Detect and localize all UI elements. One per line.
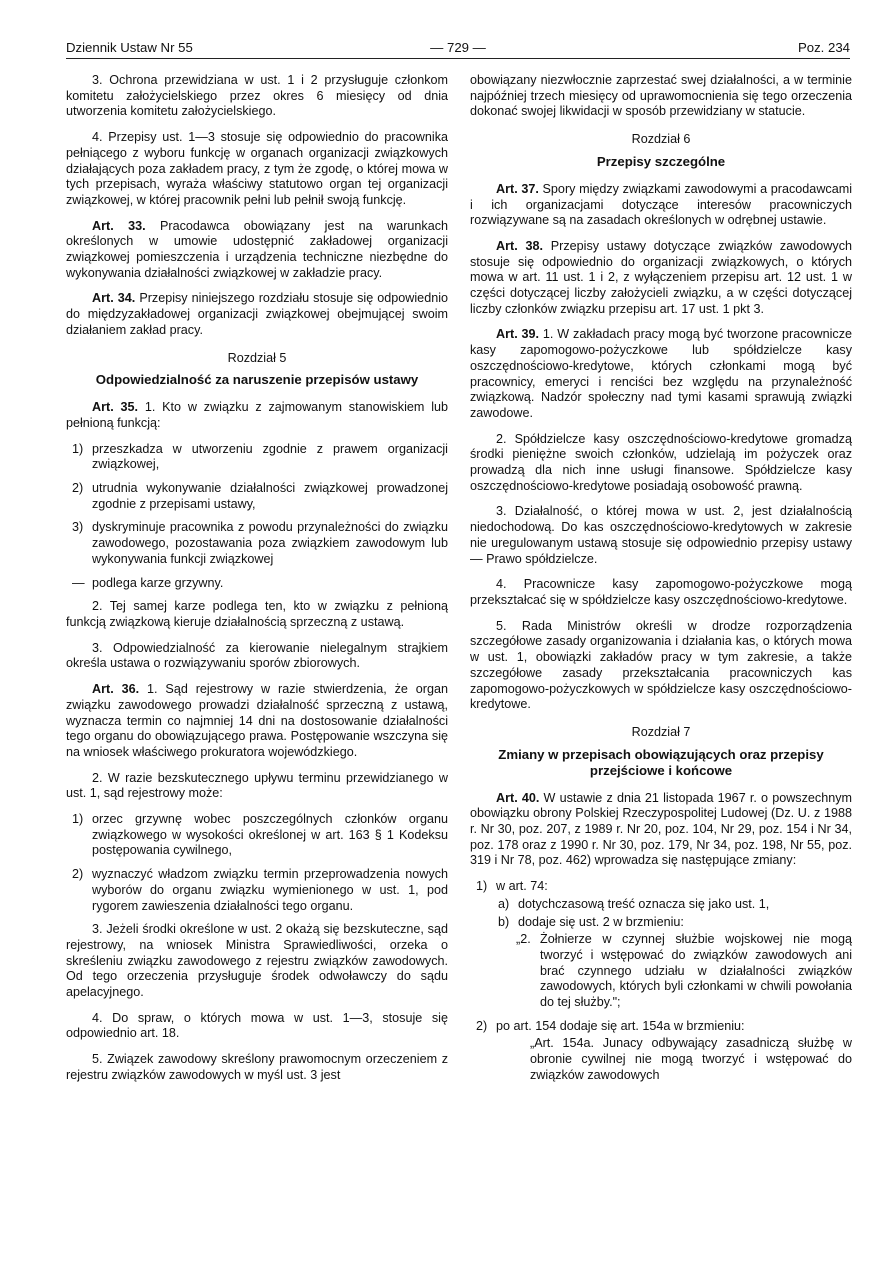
list-item: [66, 812, 448, 859]
paragraph: 5. Związek zawodowy skreślony prawomocnym orzeczeniem z rejestru związków zawodowych w myśl ust. 3 jest: [66, 1052, 448, 1082]
list-text: utrudnia wykonywanie działalności związkowej prowadzonej zgodnie z przepisami ustawy,: [92, 481, 448, 511]
paragraph: 3. Działalność, o której mowa w ust. 2, jest działalnością niedochodową. Do kas oszczędnościowo-kredytowych w zakresie nie uregulowanym ustawą stosuje się odpowiednio przepisy ustawy — Prawo spółdzielcze.: [470, 504, 852, 566]
article-text: 1. Kto w związku z zajmowanym stanowiskiem lub pełnioną funkcją:: [66, 400, 449, 430]
quote-text: Żołnierze w czynnej służbie wojskowej nie mogą tworzyć i wstępować do związków zawodowych ani brać czynnego udziału w działalności związków zawodowych, których byli członkami w chwili powołania do tej służby.";: [540, 932, 852, 1010]
list-text: podlega karze grzywny.: [92, 575, 224, 590]
list-item: [66, 442, 448, 473]
list-text: po art. 154 dodaje się art. 154a w brzmieniu:: [496, 1018, 745, 1033]
article-label: Art. 38.: [496, 238, 543, 253]
list-number: a): [498, 896, 510, 911]
quote-number: „2.: [516, 932, 531, 947]
article-label: Art. 39.: [496, 327, 540, 342]
paragraph: 3. Odpowiedzialność za kierowanie nielegalnym strajkiem określa ustawa o rozwiązywaniu sporów zbiorowych.: [66, 640, 448, 671]
article-text: 1. W zakładach pracy mogą być tworzone pracownicze kasy zapomogowo-pożyczkowe lub spółdzielcze kasy oszczędnościowo-kredytowe, których członkami mogą być pracownicy, emeryci i renciści bez względu na przynależność związkową. Nadzór społeczny nad tymi kasami sprawują związki zawodowe.: [470, 327, 852, 420]
page-header: [66, 40, 850, 59]
chapter-title: Odpowiedzialność za naruszenie przepisów ustawy: [95, 372, 419, 388]
list-text: przeszkadza w utworzeniu zgodnie z prawem organizacji związkowej,: [92, 441, 448, 472]
article-38: [470, 239, 852, 318]
article-text: 1. Sąd rejestrowy w razie stwierdzenia, że organ związku zawodowego prowadzi działalność sprzeczną z ustawą, wyznacza termin co najmniej 14 dni na dostosowanie działalności tego organu do obowiązującego prawa. Postępowanie wszczyna się na wniosek właściwego prokuratora wojewódzkiego.: [66, 682, 448, 759]
list-number: 1): [72, 441, 84, 456]
article-36: [66, 682, 448, 761]
list-item: [470, 879, 852, 895]
left-column: [66, 73, 448, 1094]
page-number: — 729 —: [430, 40, 486, 55]
article-34: [66, 291, 448, 338]
list-text: dotychczasową treść oznacza się jako ust. 1,: [518, 896, 770, 911]
article-40: [470, 791, 852, 870]
quoted-provision: [470, 1036, 852, 1083]
list-text: dodaje się ust. 2 w brzmieniu:: [518, 914, 684, 929]
article-35: [66, 400, 448, 431]
article-text: W ustawie z dnia 21 listopada 1967 r. o powszechnym obowiązku obrony Polskiej Rzeczypospolitej Ludowej (Dz. U. z 1988 r. Nr 30, poz. 207, z 1989 r. Nr 20, poz. 104, Nr 29, poz. 154 i Nr 34, poz. 178 oraz z 1990 r. Nr 30, poz. 179, Nr 34, poz. 198, Nr 55, poz. 319 i Nr 78, poz. 462) wprowadza się następujące zmiany:: [470, 790, 852, 868]
list-item: [66, 576, 448, 592]
article-39: [470, 327, 852, 421]
list-text: w art. 74:: [496, 879, 548, 894]
article-label: Art. 34.: [92, 291, 136, 306]
list-number: —: [72, 575, 85, 590]
quoted-provision: [470, 932, 852, 1011]
list-number: 2): [72, 867, 84, 882]
paragraph: 4. Do spraw, o których mowa w ust. 1—3, stosuje się odpowiednio art. 18.: [66, 1010, 448, 1041]
journal-title: Dziennik Ustaw Nr 55: [66, 40, 193, 55]
chapter-title: Przepisy szczególne: [596, 153, 726, 169]
paragraph: 3. Ochrona przewidziana w ust. 1 i 2 przysługuje członkom komitetu założycielskiego przez okres 6 miesięcy od dnia utworzenia komitetu założycielskiego.: [66, 73, 448, 119]
article-label: Art. 37.: [496, 181, 539, 196]
paragraph: 4. Przepisy ust. 1—3 stosuje się odpowiednio do pracownika pełniącego z wyboru funkcję w organach organizacji związkowych działających poza zakładem pracy, z tym że zgodę, o której mowa w tych przepisach, wyraża właściwy statutowo organ tej organizacji związkowej, w której pracownik pełni lub pełnił swoją funkcję.: [66, 130, 448, 207]
sub-list-item: [470, 897, 852, 913]
list-number: 2): [476, 1018, 488, 1033]
list-text: wyznaczyć władzom związku termin przeprowadzenia nowych wyborów do organu związku wymienionego w ust. 1, pod rygorem zawieszenia działalności tego organu.: [92, 867, 448, 913]
paragraph: 2. Spółdzielcze kasy oszczędnościowo-kredytowe gromadzą środki pieniężne swoich członków, udzielają im pożyczek oraz prowadzą dla nich inne usługi finansowe. Spółdzielcze kasy oszczędnościowo-kredytowe posiadają osobowość prawną.: [470, 431, 852, 493]
paragraph: 2. W razie bezskutecznego upływu terminu przewidzianego w ust. 1, sąd rejestrowy może:: [66, 770, 448, 801]
list-number: 2): [72, 481, 84, 496]
chapter-number: Rozdział 5: [227, 350, 287, 365]
quote-number: „Art. 154a.: [530, 1036, 595, 1051]
paragraph: 2. Tej samej karze podlega ten, kto w związku z pełnioną funkcją związkową kieruje działalnością sprzeczną z ustawą.: [66, 599, 448, 629]
right-column: [470, 73, 852, 1084]
paragraph: 5. Rada Ministrów określi w drodze rozporządzenia szczegółowe zasady organizowania i działania kas, o których mowa w ust. 1, obowiązki zakładów pracy w tym zakresie, a także szczegółowe zasady przekształcania pracowniczych kas zapomogowo-pożyczkowych w spółdzielcze kasy oszczędnościowo-kredytowe.: [470, 618, 852, 712]
article-37: [470, 182, 852, 229]
list-item: [66, 867, 448, 914]
chapter-number: Rozdział 6: [631, 132, 691, 147]
quote-text: Junacy odbywający zasadniczą służbę w obronie cywilnej nie mogą tworzyć i wstępować do związków zawodowych: [530, 1036, 852, 1082]
article-33: [66, 219, 448, 282]
chapter-title: Zmiany w przepisach obowiązujących oraz przepisy przejściowe i końcowe: [498, 746, 824, 778]
article-label: Art. 40.: [496, 790, 540, 805]
article-label: Art. 35.: [92, 400, 139, 415]
paragraph: obowiązany niezwłocznie zaprzestać swej działalności, a w terminie najpóźniej trzech miesięcy od uprawomocnienia się tego orzeczenia dokonać swojej likwidacji w sposób przewidziany w statucie.: [470, 73, 852, 119]
list-number: b): [498, 914, 510, 929]
list-item: [470, 1019, 852, 1035]
paragraph: 4. Pracownicze kasy zapomogowo-pożyczkowe mogą przekształcać się w spółdzielcze kasy oszczędnościowo-kredytowe.: [470, 577, 852, 607]
article-text: Spory między związkami zawodowymi a pracodawcami i ich organizacjami dotyczące interesów pracowniczych rozwiązywane są na zasadach określonych w odrębnej ustawie.: [470, 181, 852, 228]
list-number: 3): [72, 520, 84, 535]
sub-list-item: [470, 915, 852, 931]
paragraph: 3. Jeżeli środki określone w ust. 2 okażą się bezskuteczne, sąd rejestrowy, na wniosek Ministra Sprawiedliwości, orzeka o skreśleniu związku zawodowego z rejestru związków zawodowych. Od tego orzeczenia przysługuje środek odwoławczy do sądu apelacyjnego.: [66, 922, 448, 1000]
list-text: dyskryminuje pracownika z powodu przynależności do związku zawodowego, pozostawania poza związkiem zawodowym lub wykonywania funkcji związkowej: [92, 520, 448, 566]
position-number: Poz. 234: [797, 40, 850, 55]
list-text: orzec grzywnę wobec poszczególnych członków organu związkowego w wysokości określonej w art. 163 § 1 Kodeksu postępowania cywilnego,: [92, 812, 448, 858]
list-number: 1): [72, 812, 84, 827]
list-number: 1): [476, 879, 488, 894]
article-text: Przepisy ustawy dotyczące związków zawodowych stosuje się odpowiednio do organizacji związkowych, o których mowa w art. 11 ust. 1 i 2, z wyłączeniem przepisu art. 12 ust. 1 w części dotyczącej liczby założycieli związku, a w części dotyczącej liczby członków związku przepisu art. 17 ust. 1 pkt 3.: [470, 238, 853, 316]
chapter-number: Rozdział 7: [631, 724, 691, 739]
list-item: [66, 481, 448, 512]
article-label: Art. 36.: [92, 682, 140, 697]
article-label: Art. 33.: [92, 218, 146, 233]
article-text: Pracodawca obowiązany jest na warunkach określonych w umowie udostępnić zakładowej organizacji związkowej pomieszczenia i urządzenia techniczne niezbędne do wykonywania działalności związkowej w zakładzie pracy.: [66, 218, 448, 280]
list-item: [66, 520, 448, 567]
article-text: Przepisy niniejszego rozdziału stosuje się odpowiednio do międzyzakładowej organizacji związkowej obejmującej swoim działaniem zakład pracy.: [66, 291, 449, 337]
